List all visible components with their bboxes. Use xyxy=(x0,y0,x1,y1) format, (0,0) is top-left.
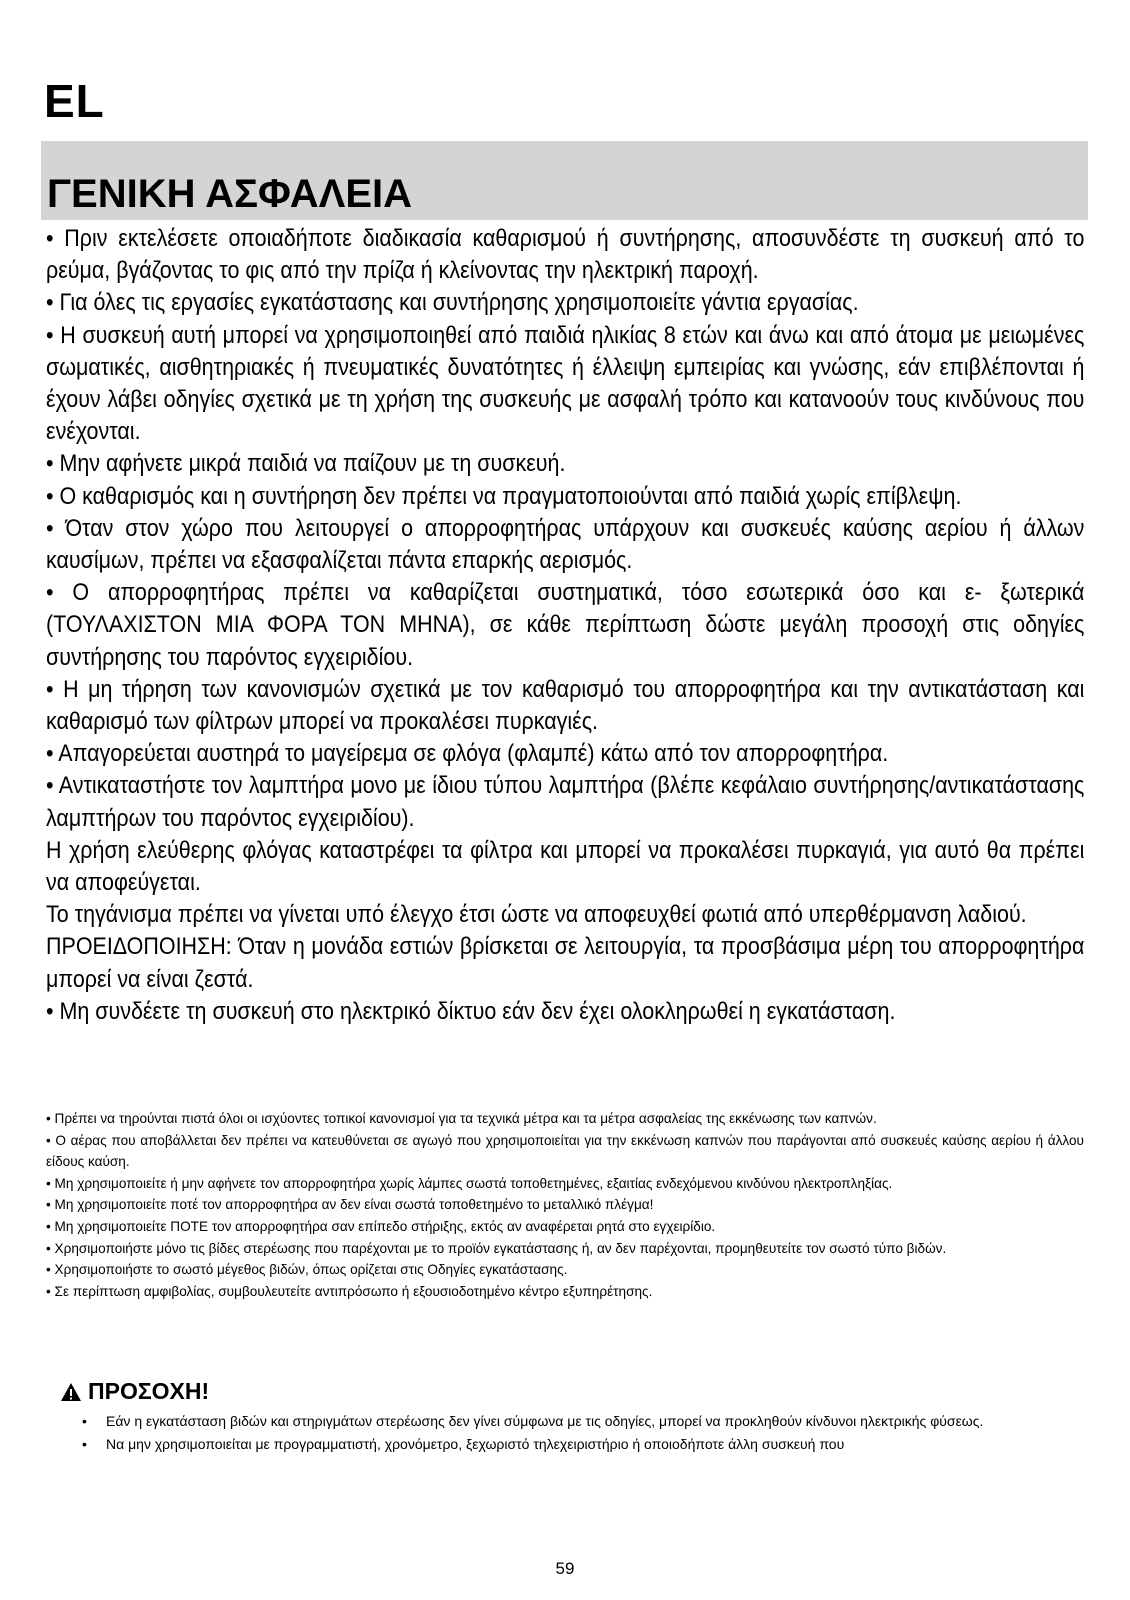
small-paragraph: • Χρησιμοποιήστε μόνο τις βίδες στερέωσης που παρέχονται με το προϊόν εγκατάστασης ή, αν δεν παρέχονται, προμηθευτείτε τον σωστό τύπο βιδών. xyxy=(46,1240,947,1256)
safety-paragraph: • Όταν στον χώρο που λειτουργεί ο απορροφητήρας υπάρχουν και συσκευές καύσης αερίου ή άλλων καυσίμων, πρέπει να εξασφαλίζεται πάντα επαρκής αερισμός. xyxy=(46,514,1085,575)
safety-paragraph: • Μην αφήνετε μικρά παιδιά να παίζουν με τη συσκευή. xyxy=(46,450,566,478)
safety-paragraph: • Αντικαταστήστε τον λαμπτήρα μονο με ίδιου τύπου λαμπτήρα (βλέπε κεφάλαιο συντήρησης/αντικατάστασης λαμπτήρων του παρόντος εγχειριδίου). xyxy=(46,772,1085,832)
small-paragraph: • Μη χρησιμοποιείτε ποτέ τον απορροφητήρα αν δεν είναι σωστά τοποθετημένο το μεταλλικό πλέγμα! xyxy=(46,1197,654,1213)
safety-paragraph: • Πριν εκτελέσετε οποιαδήποτε διαδικασία καθαρισμού ή συντήρησης, αποσυνδέστε τη συσκευή από το ρεύμα, βγάζοντας το φις από την πρίζα ή κλείνοντας την ηλεκτρική παροχή. xyxy=(46,225,1085,285)
safety-paragraph: • Η συσκευή αυτή μπορεί να χρησιμοποιηθεί από παιδιά ηλικίας 8 ετών και άνω και από άτομα με μειωμένες σωματικές, αισθητηριακές ή πνευματικές δυνατότητες ή έλλειψη εμπειρίας και γνώσης, εάν επιβλέπονται ή έχουν λάβει οδηγίες σχετικά με τη χρήση της συσκευής με ασφαλή τρόπο και κατανοούν τους κινδύνους που ενέχονται. xyxy=(46,321,1085,446)
section-title: ΓΕΝΙΚΗ ΑΣΦΑΛΕΙΑ xyxy=(47,172,413,216)
caution-list xyxy=(82,1410,1061,1456)
safety-paragraph: • Ο καθαρισμός και η συντήρηση δεν πρέπει να πραγματοποιούνται από παιδιά χωρίς επίβλεψη. xyxy=(46,482,962,510)
language-code: EL xyxy=(44,75,105,127)
page-number: 59 xyxy=(555,1559,575,1578)
safety-paragraph: • Απαγορεύεται αυστηρά το μαγείρεμα σε φλόγα (φλαμπέ) κάτω από τον απορροφητήρα. xyxy=(46,740,889,768)
list-item xyxy=(82,1433,1061,1456)
caution-item-text: Εάν η εγκατάσταση βιδών και στηριγμάτων στερέωσης δεν γίνει σύμφωνα με τις οδηγίες, μπορεί να προκληθούν κίνδυνοι ηλεκτρικής φύσεως. xyxy=(106,1413,984,1429)
small-paragraph: • Σε περίπτωση αμφιβολίας, συμβουλευτείτε αντιπρόσωπο ή εξουσιοδοτημένο κέντρο εξυπηρέτησης. xyxy=(46,1283,653,1299)
caution-item-text: Να μην χρησιμοποιείται με προγραμματιστή, χρονόμετρο, ξεχωριστό τηλεχειριστήριο ή οποιοδήποτε άλλη συσκευή που xyxy=(106,1436,845,1452)
small-paragraph: • Μη χρησιμοποιείτε ΠΟΤΕ τον απορροφητήρα σαν επίπεδο στήριξης, εκτός αν αναφέρεται ρητά στο εγχειρίδιο. xyxy=(46,1218,716,1234)
safety-paragraph: ΠΡΟΕΙΔΟΠΟΙΗΣΗ: Όταν η μονάδα εστιών βρίσκεται σε λειτουργία, τα προσβάσιμα μέρη του απορροφητήρα μπορεί να είναι ζεστά. xyxy=(46,933,1085,993)
safety-paragraph: • Για όλες τις εργασίες εγκατάστασης και συντήρησης χρησιμοποιείτε γάντια εργασίας. xyxy=(46,289,859,317)
warning-triangle-icon xyxy=(60,1382,82,1402)
safety-paragraph: Η χρήση ελεύθερης φλόγας καταστρέφει τα φίλτρα και μπορεί να προκαλέσει πυρκαγιά, για αυτό θα πρέπει να αποφεύγεται. xyxy=(46,836,1085,897)
safety-paragraph: • Ο απορροφητήρας πρέπει να καθαρίζεται συστηματικά, τόσο εσωτερικά όσο και ε- ξωτερικά (ΤΟΥΛΑΧΙΣΤΟΝ ΜΙΑ ΦΟΡΑ ΤΟΝ ΜΗΝΑ), σε κάθε περίπτωση δώστε μεγάλη προσοχή στις οδηγίες συντήρησης του παρόντος εγχειριδίου. xyxy=(46,579,1085,671)
small-paragraph: • Χρησιμοποιήστε το σωστό μέγεθος βιδών, όπως ορίζεται στις Οδηγίες εγκατάστασης. xyxy=(46,1262,568,1278)
small-paragraph: • Ο αέρας που αποβάλλεται δεν πρέπει να κατευθύνεται σε αγωγό που χρησιμοποιείται για την εκκένωση καπνών που παράγονται από συσκευές καύσης αερίου ή άλλου είδους καύση. xyxy=(46,1132,1084,1170)
small-paragraph: • Πρέπει να τηρούνται πιστά όλοι οι ισχύοντες τοπικοί κανονισμοί για τα τεχνικά μέτρα και τα μέτρα ασφαλείας της εκκένωσης των καπνών. xyxy=(46,1111,877,1126)
main-safety-text xyxy=(46,223,1084,1028)
additional-safety-text xyxy=(46,1108,1084,1302)
caution-heading-text: ΠΡΟΣΟΧΗ! xyxy=(88,1378,210,1404)
caution-heading xyxy=(60,1380,209,1403)
bullet: • xyxy=(82,1413,87,1429)
list-item xyxy=(82,1410,1061,1433)
small-paragraph: • Μη χρησιμοποιείτε ή μην αφήνετε τον απορροφητήρα χωρίς λάμπες σωστά τοποθετημένες, εξαιτίας ενδεχόμενου κινδύνου ηλεκτροπληξίας. xyxy=(46,1175,893,1191)
section-title-bar xyxy=(41,141,1088,220)
safety-paragraph: • Η μη τήρηση των κανονισμών σχετικά με τον καθαρισμό του απορροφητήρα και την αντικατάσταση και καθαρισμό των φίλτρων μπορεί να προκαλέσει πυρκαγιές. xyxy=(46,675,1085,736)
bullet: • xyxy=(82,1436,87,1452)
safety-paragraph: Το τηγάνισμα πρέπει να γίνεται υπό έλεγχο έτσι ώστε να αποφευχθεί φωτιά από υπερθέρμανση λαδιού. xyxy=(46,901,1027,929)
safety-paragraph: • Μη συνδέετε τη συσκευή στο ηλεκτρικό δίκτυο εάν δεν έχει ολοκληρωθεί η εγκατάσταση. xyxy=(46,997,896,1025)
